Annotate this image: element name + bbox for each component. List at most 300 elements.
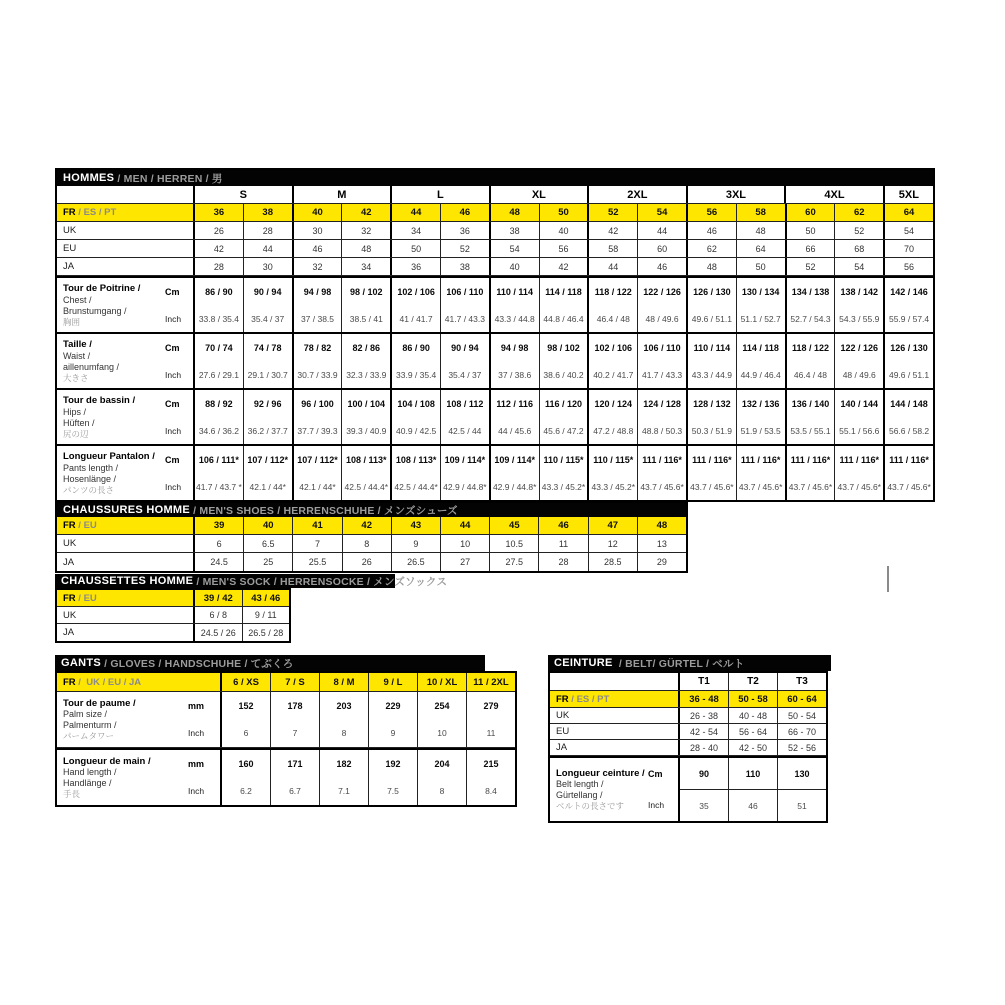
conversion-row bbox=[57, 240, 933, 258]
unit-cm-label: Cm bbox=[165, 342, 180, 353]
inch-value-wrap bbox=[885, 305, 933, 332]
inch-value: 43.7 / 45.6* bbox=[837, 481, 881, 492]
cm-value-wrap bbox=[441, 278, 489, 305]
conversion-value-cell: 28 bbox=[244, 222, 294, 239]
cm-value-wrap bbox=[294, 334, 342, 361]
conversion-value-cell: 28 bbox=[539, 553, 588, 571]
size-group-cell: M bbox=[294, 186, 393, 203]
fr-size-cell: 36 bbox=[195, 204, 244, 221]
t-sizes-empty-cell bbox=[550, 673, 680, 690]
cm-value: 130 / 134 bbox=[741, 286, 780, 297]
cm-value: 120 / 124 bbox=[594, 398, 633, 409]
conversion-value-cell: 6 bbox=[195, 535, 244, 552]
measurement-value-cell bbox=[342, 390, 392, 444]
fr-size-cell: 39 bbox=[195, 517, 244, 534]
inch-value: 46 bbox=[748, 800, 758, 811]
measurement-name bbox=[57, 446, 165, 500]
conversion-value-cell: 48 bbox=[737, 222, 787, 239]
fr-size-cell: 60 - 64 bbox=[787, 693, 817, 705]
measurement-value-cell bbox=[787, 278, 836, 332]
measurement-name-line: Chest / bbox=[63, 294, 92, 305]
conversion-value-cell: 9 / 11 bbox=[254, 610, 277, 620]
cm-value-wrap bbox=[342, 278, 390, 305]
inch-value: 38.5 / 41 bbox=[349, 313, 383, 324]
inch-value: 33.8 / 35.4 bbox=[198, 313, 239, 324]
inch-value: 37 / 38.5 bbox=[300, 313, 335, 324]
fr-size-cell: 6 / XS bbox=[222, 673, 271, 691]
inch-value-wrap bbox=[271, 778, 319, 806]
unit-cm-label: Cm bbox=[165, 454, 180, 465]
measurement-value-cell bbox=[540, 334, 590, 388]
unit-inch-label: Inch bbox=[648, 800, 665, 811]
inch-value-wrap bbox=[392, 361, 440, 388]
conversion-value-cell: 58 bbox=[589, 240, 638, 257]
inch-value: 44 / 45.6 bbox=[498, 425, 532, 436]
measurement-name bbox=[550, 758, 648, 821]
conversion-value-cell: 60 bbox=[638, 240, 688, 257]
inch-value: 48 / 49.6 bbox=[645, 313, 679, 324]
inch-value: 43.3 / 45.2* bbox=[591, 481, 636, 492]
section-title-bold: CHAUSSURES HOMME bbox=[63, 504, 191, 516]
mm-value: 204 bbox=[434, 758, 450, 769]
measurement-value-cell bbox=[294, 446, 343, 500]
measurement-value-cell bbox=[638, 278, 688, 332]
fr-label-rest: / EU bbox=[75, 592, 97, 604]
cm-value: 136 / 140 bbox=[791, 398, 830, 409]
measurement-value-cell bbox=[491, 446, 540, 500]
cm-value-wrap bbox=[294, 446, 342, 473]
belt-section-header bbox=[548, 655, 831, 671]
measurement-value-cell bbox=[540, 446, 590, 500]
measurement-value-cell bbox=[688, 278, 737, 332]
inch-value: 43.7 / 45.6* bbox=[738, 481, 783, 492]
unit-bottom-wrap bbox=[648, 790, 678, 822]
inch-value-wrap bbox=[418, 778, 466, 806]
measurement-value-cell bbox=[392, 334, 441, 388]
conversion-value-cell: 44 bbox=[589, 258, 638, 275]
inch-value: 42.1 / 44* bbox=[299, 481, 336, 492]
cm-value-wrap bbox=[244, 446, 292, 473]
fr-size-cell: 45 bbox=[490, 517, 539, 534]
cm-value: 108 / 112 bbox=[446, 398, 484, 409]
measurement-value-cell bbox=[441, 278, 491, 332]
fr-size-cell: 60 bbox=[787, 204, 836, 221]
inch-value: 8 bbox=[341, 728, 347, 739]
cm-value-wrap bbox=[195, 390, 243, 417]
measurement-value-cell bbox=[835, 334, 885, 388]
measurement-row bbox=[57, 332, 933, 388]
stray-mark-line bbox=[887, 566, 889, 592]
fr-sizes-label-cell bbox=[57, 590, 195, 606]
inch-value: 56.6 / 58.2 bbox=[888, 425, 930, 436]
conversion-value-cell: 42 bbox=[589, 222, 638, 239]
inch-value-wrap bbox=[491, 361, 539, 388]
conversion-value-cell: 12 bbox=[589, 535, 638, 552]
inch-value: 43.7 / 45.6* bbox=[690, 481, 734, 492]
measurement-row bbox=[57, 748, 515, 805]
gloves-size-table bbox=[55, 671, 517, 807]
section-title-bold: CEINTURE bbox=[554, 657, 613, 669]
cm-value: 110 / 115* bbox=[593, 454, 634, 465]
conversion-row bbox=[57, 222, 933, 240]
inch-value: 44.8 / 46.4 bbox=[543, 313, 584, 324]
size-group-cell: 2XL bbox=[589, 186, 688, 203]
measurement-value-cell bbox=[787, 446, 836, 500]
fr-sizes-row bbox=[57, 673, 515, 692]
inch-value: 38.6 / 40.2 bbox=[543, 369, 584, 380]
inch-value: 33.9 / 35.4 bbox=[396, 369, 437, 380]
fr-sizes-row bbox=[57, 204, 933, 222]
inch-value-wrap bbox=[320, 778, 368, 806]
measurement-value-cell bbox=[244, 278, 294, 332]
conversion-value-cell: 68 bbox=[835, 240, 885, 257]
fr-size-cell: 11 / 2XL bbox=[473, 676, 509, 688]
cm-value-wrap bbox=[680, 758, 728, 790]
inch-value: 49.6 / 51.1 bbox=[691, 313, 732, 324]
inch-value-wrap bbox=[195, 473, 243, 500]
fr-sizes-label-cell bbox=[57, 673, 222, 691]
belt-length-value-cell bbox=[778, 758, 826, 821]
measurement-value-cell bbox=[294, 278, 343, 332]
size-group-cell: 4XL bbox=[786, 186, 885, 203]
measurement-value-cell bbox=[491, 334, 540, 388]
measurement-value-cell bbox=[418, 692, 467, 747]
inch-value: 6.7 bbox=[289, 786, 301, 797]
measurement-value-cell bbox=[369, 750, 418, 805]
unit-cm-label: Cm bbox=[165, 286, 180, 297]
conversion-value-cell: 32 bbox=[342, 222, 392, 239]
inch-value-wrap bbox=[342, 417, 390, 444]
cm-value-wrap bbox=[638, 278, 686, 305]
measurement-value-cell bbox=[195, 390, 244, 444]
inch-value: 43.3 / 44.8 bbox=[494, 313, 535, 324]
conversion-value-cell: 62 bbox=[688, 240, 737, 257]
cm-value-wrap bbox=[392, 390, 440, 417]
inch-value: 43.3 / 45.2* bbox=[541, 481, 586, 492]
measurement-value-cell bbox=[737, 334, 787, 388]
inch-value-wrap bbox=[392, 417, 440, 444]
conversion-row-label: UK bbox=[57, 607, 195, 623]
inch-value-wrap bbox=[835, 417, 883, 444]
conversion-value-cell: 32 bbox=[294, 258, 343, 275]
conversion-value-cell: 26 - 38 bbox=[680, 708, 729, 723]
inch-value-wrap bbox=[638, 361, 686, 388]
conversion-row bbox=[57, 258, 933, 276]
cm-value-wrap bbox=[589, 446, 637, 473]
inch-value: 27.6 / 29.1 bbox=[198, 369, 239, 380]
inch-value: 48.8 / 50.3 bbox=[641, 425, 683, 436]
cm-value-wrap bbox=[638, 390, 686, 417]
inch-value-wrap bbox=[491, 473, 539, 500]
inch-value: 29.1 / 30.7 bbox=[247, 369, 288, 380]
cm-value: 122 / 126 bbox=[643, 286, 681, 297]
conversion-value-cell: 10.5 bbox=[490, 535, 539, 552]
inch-value: 7.5 bbox=[387, 786, 399, 797]
cm-value-wrap bbox=[778, 758, 826, 790]
unit-labels bbox=[188, 692, 220, 747]
inch-value-wrap bbox=[787, 473, 835, 500]
measurement-value-cell bbox=[540, 390, 590, 444]
conversion-value-cell: 50 bbox=[392, 240, 441, 257]
fr-size-cell: 36 - 48 bbox=[680, 691, 729, 707]
inch-value-wrap bbox=[441, 361, 489, 388]
conversion-row-label: JA bbox=[550, 740, 680, 755]
inch-value-wrap bbox=[680, 790, 728, 821]
cm-value-wrap bbox=[835, 446, 883, 473]
t-sizes-row bbox=[550, 673, 826, 691]
mm-value: 192 bbox=[385, 758, 401, 769]
cm-value-wrap bbox=[688, 278, 736, 305]
fr-size-cell: 43 bbox=[392, 517, 441, 534]
inch-value-wrap bbox=[589, 473, 637, 500]
measurement-value-cell bbox=[589, 334, 638, 388]
cm-value-wrap bbox=[540, 278, 588, 305]
inch-value-wrap bbox=[540, 361, 588, 388]
inch-value: 36.2 / 37.7 bbox=[247, 425, 288, 436]
measurement-value-cell bbox=[589, 390, 638, 444]
measurement-value-cell bbox=[222, 692, 271, 747]
gloves-section-header bbox=[55, 655, 485, 671]
conversion-value-cell: 36 bbox=[441, 222, 491, 239]
inch-value-wrap bbox=[688, 361, 736, 388]
measurement-name bbox=[57, 750, 188, 805]
mm-value-wrap bbox=[271, 750, 319, 778]
inch-value-wrap bbox=[294, 361, 342, 388]
mm-value: 279 bbox=[483, 700, 499, 711]
mm-value: 160 bbox=[238, 758, 254, 769]
section-title-bold: GANTS bbox=[61, 657, 101, 669]
inch-value-wrap bbox=[369, 720, 417, 748]
cm-value: 104 / 108 bbox=[397, 398, 435, 409]
fr-sizes-label-cell bbox=[57, 517, 195, 534]
conversion-value-cell: 29 bbox=[656, 557, 667, 567]
mm-value: 203 bbox=[336, 700, 352, 711]
cm-value: 110 bbox=[745, 768, 761, 779]
cm-value: 78 / 82 bbox=[303, 342, 332, 353]
cm-value-wrap bbox=[294, 390, 342, 417]
belt-size-table bbox=[548, 671, 828, 823]
fr-label-rest: / ES / PT bbox=[75, 207, 117, 218]
conversion-value-cell: 40 bbox=[491, 258, 540, 275]
cm-value-wrap bbox=[342, 446, 390, 473]
inch-value: 41 / 41.7 bbox=[399, 313, 433, 324]
inch-value-wrap bbox=[491, 417, 539, 444]
inch-value: 7.1 bbox=[338, 786, 350, 797]
fr-size-cell: 42 bbox=[343, 517, 392, 534]
fr-size-cell: 47 bbox=[589, 517, 638, 534]
fr-size-cell: 9 / L bbox=[369, 673, 418, 691]
inch-value: 55.9 / 57.4 bbox=[888, 313, 930, 324]
measurement-name-fr: Longueur Pantalon / bbox=[63, 451, 155, 463]
measurement-value-cell bbox=[885, 390, 933, 444]
measurement-value-cell bbox=[244, 390, 294, 444]
cm-value-wrap bbox=[835, 390, 883, 417]
inch-value: 55.1 / 56.6 bbox=[839, 425, 880, 436]
measurement-value-cell bbox=[540, 278, 590, 332]
cm-value-wrap bbox=[441, 446, 489, 473]
inch-value-wrap bbox=[540, 417, 588, 444]
conversion-row bbox=[57, 607, 289, 624]
conversion-value-cell: 24.5 bbox=[195, 553, 244, 571]
conversion-value-cell: 28 bbox=[195, 258, 244, 275]
unit-top-wrap bbox=[165, 334, 193, 361]
conversion-value-cell: 56 - 64 bbox=[729, 724, 778, 739]
cm-value-wrap bbox=[688, 334, 736, 361]
measurement-value-cell bbox=[441, 446, 491, 500]
cm-value-wrap bbox=[491, 278, 539, 305]
inch-value-wrap bbox=[418, 720, 466, 748]
fr-label-rest: / ES / PT bbox=[568, 693, 610, 705]
conversion-value-cell: 54 bbox=[904, 225, 915, 236]
cm-value: 94 / 98 bbox=[500, 342, 529, 353]
measurement-value-cell bbox=[885, 334, 933, 388]
measurement-name-jp: パームタワー bbox=[63, 731, 115, 742]
inch-value: 10 bbox=[437, 728, 447, 739]
measurement-value-cell bbox=[392, 278, 441, 332]
measurement-value-cell bbox=[688, 390, 737, 444]
inch-value-wrap bbox=[885, 473, 933, 500]
inch-value-wrap bbox=[885, 417, 933, 444]
measurement-row bbox=[57, 276, 933, 332]
cm-value-wrap bbox=[441, 390, 489, 417]
inch-value-wrap bbox=[244, 361, 292, 388]
cm-value-wrap bbox=[195, 334, 243, 361]
unit-top-wrap bbox=[165, 278, 193, 305]
inch-value-wrap bbox=[441, 417, 489, 444]
cm-value: 86 / 90 bbox=[402, 342, 430, 353]
cm-value-wrap bbox=[195, 446, 243, 473]
cm-value-wrap bbox=[787, 334, 835, 361]
inch-value-wrap bbox=[195, 305, 243, 332]
conversion-value-cell: 42 - 50 bbox=[729, 740, 778, 755]
cm-value: 118 / 122 bbox=[791, 342, 829, 353]
conversion-value-cell: 64 bbox=[737, 240, 787, 257]
fr-size-cell: 46 bbox=[539, 517, 588, 534]
conversion-value-cell: 6.5 bbox=[244, 535, 293, 552]
inch-value-wrap bbox=[392, 305, 440, 332]
inch-value-wrap bbox=[589, 361, 637, 388]
measurement-name-line: Hüften / bbox=[63, 417, 95, 428]
cm-value-wrap bbox=[392, 278, 440, 305]
conversion-value-cell: 56 bbox=[904, 261, 915, 272]
cm-value: 140 / 144 bbox=[840, 398, 879, 409]
inch-value: 9 bbox=[390, 728, 396, 739]
measurement-value-cell bbox=[467, 692, 515, 747]
inch-value: 51.9 / 53.5 bbox=[740, 425, 781, 436]
conversion-value-cell: 27 bbox=[441, 553, 490, 571]
cm-value: 109 / 114* bbox=[494, 454, 535, 465]
inch-value-wrap bbox=[294, 473, 342, 500]
measurement-name-jp: 大きさ bbox=[63, 372, 89, 383]
hommes-size-table bbox=[55, 168, 935, 502]
inch-value: 42.9 / 44.8* bbox=[492, 481, 537, 492]
measurement-value-cell bbox=[638, 334, 688, 388]
unit-top-wrap bbox=[648, 758, 678, 790]
measurement-name-fr: Tour de paume / bbox=[63, 697, 136, 709]
unit-inch-label: Inch bbox=[165, 313, 182, 324]
cm-value: 107 / 112* bbox=[297, 454, 338, 465]
cm-value-wrap bbox=[688, 390, 736, 417]
cm-value: 112 / 116 bbox=[496, 398, 533, 409]
section-title-bold: HOMMES bbox=[63, 172, 115, 184]
section-title-bar bbox=[57, 170, 933, 186]
cm-value-wrap bbox=[589, 278, 637, 305]
measurement-value-cell bbox=[589, 446, 638, 500]
conversion-value-cell: 24.5 / 26 bbox=[195, 624, 243, 641]
conversion-row bbox=[550, 740, 826, 756]
measurement-value-cell bbox=[835, 446, 885, 500]
measurement-name-jp: ベルトの長さです bbox=[556, 801, 625, 812]
size-group-cell: XL bbox=[491, 186, 590, 203]
conversion-row-label: JA bbox=[57, 258, 195, 275]
measurement-value-cell bbox=[342, 334, 392, 388]
unit-cm-label: Cm bbox=[648, 768, 663, 779]
fr-size-cell: 8 / M bbox=[320, 673, 369, 691]
conversion-value-cell: 42 - 54 bbox=[680, 724, 729, 739]
measurement-name bbox=[57, 390, 165, 444]
cm-value: 96 / 100 bbox=[301, 398, 334, 409]
cm-value: 114 / 118 bbox=[742, 342, 779, 353]
cm-value: 90 / 94 bbox=[253, 286, 282, 297]
size-group-cell: 5XL bbox=[898, 188, 919, 201]
mm-value-wrap bbox=[418, 750, 466, 778]
measurement-value-cell bbox=[467, 750, 515, 805]
fr-size-cell: 39 / 42 bbox=[195, 590, 243, 606]
conversion-value-cell: 26 bbox=[343, 553, 392, 571]
inch-value-wrap bbox=[778, 790, 826, 821]
conversion-value-cell: 27.5 bbox=[490, 553, 539, 571]
measurement-value-cell bbox=[342, 278, 392, 332]
cm-value: 111 / 116* bbox=[642, 454, 682, 465]
conversion-value-cell: 28.5 bbox=[589, 553, 638, 571]
unit-top-wrap bbox=[165, 390, 193, 417]
inch-value: 47.2 / 48.8 bbox=[593, 425, 634, 436]
unit-labels bbox=[165, 446, 193, 500]
conversion-value-cell: 66 bbox=[787, 240, 836, 257]
mens-socks-section-header bbox=[55, 574, 448, 588]
cm-value-wrap bbox=[540, 390, 588, 417]
measurement-value-cell bbox=[222, 750, 271, 805]
measurement-value-cell bbox=[737, 390, 787, 444]
mens-shoes-size-table bbox=[55, 501, 688, 573]
inch-value: 41.7 / 43.7 * bbox=[195, 481, 242, 492]
inch-value: 42.9 / 44.8* bbox=[443, 481, 487, 492]
measurement-name-line: Palmenturm / bbox=[63, 720, 117, 731]
measurement-value-cell bbox=[491, 278, 540, 332]
mm-value: 171 bbox=[287, 758, 303, 769]
measurement-value-cell bbox=[441, 334, 491, 388]
cm-value-wrap bbox=[737, 390, 785, 417]
measurement-name-jp: 尻の辺 bbox=[63, 428, 89, 439]
cm-value-wrap bbox=[244, 278, 292, 305]
measurement-value-cell bbox=[835, 278, 885, 332]
cm-value-wrap bbox=[787, 390, 835, 417]
inch-value: 43.7 / 45.6* bbox=[640, 481, 684, 492]
unit-inch-label: Inch bbox=[165, 481, 182, 492]
measurement-value-cell bbox=[294, 390, 343, 444]
inch-value-wrap bbox=[244, 305, 292, 332]
measurement-label-cell bbox=[57, 334, 195, 388]
unit-labels bbox=[165, 390, 193, 444]
fr-label-rest: / EU bbox=[75, 520, 97, 531]
measurement-value-cell bbox=[737, 446, 787, 500]
fr-size-cell: 44 bbox=[392, 204, 441, 221]
inch-value: 42.5 / 44 bbox=[448, 425, 482, 436]
conversion-value-cell: 52 - 56 bbox=[787, 742, 817, 753]
cm-value-wrap bbox=[244, 334, 292, 361]
inch-value-wrap bbox=[441, 473, 489, 500]
fr-size-cell: 58 bbox=[737, 204, 787, 221]
